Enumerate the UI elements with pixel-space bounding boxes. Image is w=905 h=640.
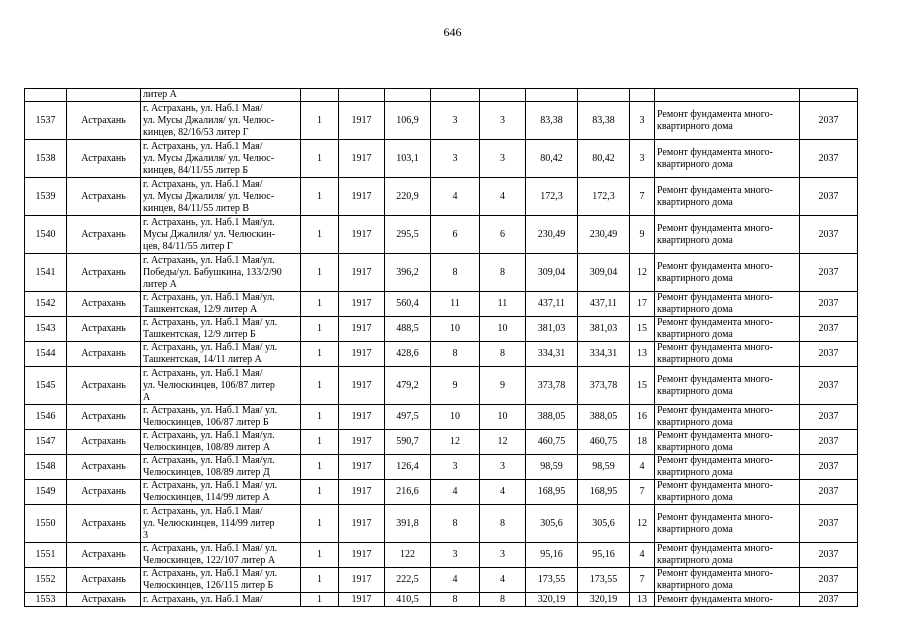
cell-count: 1 [301,292,339,317]
cell-city: Астрахань [67,568,141,593]
cell-cost-1: 388,05 [526,405,578,430]
cell-value-3: 4 [630,543,655,568]
cell-value-1: 10 [431,405,480,430]
cell-count: 1 [301,568,339,593]
cell-cost-2: 305,6 [578,505,630,543]
cell-value-3: 18 [630,430,655,455]
cell-end-year: 2037 [800,254,858,292]
cell-cost-1: 320,19 [526,593,578,607]
cell-num: 1541 [25,254,67,292]
cell-address: г. Астрахань, ул. Наб.1 Мая/ ул. Мусы Джалиля/ ул. Челюс- кинцев, 82/16/53 литер Г [141,102,301,140]
cell-work-type: Ремонт фундамента много- квартирного дома [655,342,800,367]
cell-value-1: 8 [431,593,480,607]
table-row [25,140,858,178]
table-row [25,568,858,593]
cell-num: 1537 [25,102,67,140]
cell-end-year: 2037 [800,140,858,178]
cell-end-year: 2037 [800,568,858,593]
cell-value-1: 4 [431,480,480,505]
cell-end-year: 2037 [800,317,858,342]
table-row [25,178,858,216]
cell-cost-2: 83,38 [578,102,630,140]
cell-area: 560,4 [385,292,431,317]
cell-num: 1551 [25,543,67,568]
cell-city: Астрахань [67,254,141,292]
cell-address: г. Астрахань, ул. Наб.1 Мая/ул. Челюскинцев, 108/89 литер Д [141,455,301,480]
cell-num: 1552 [25,568,67,593]
table-row [25,317,858,342]
cell-empty [630,89,655,102]
cell-cost-1: 305,6 [526,505,578,543]
cell-num: 1550 [25,505,67,543]
cell-address: г. Астрахань, ул. Наб.1 Мая/ул. Мусы Джалиля/ ул. Челюскин- цев, 84/11/55 литер Г [141,216,301,254]
cell-count: 1 [301,455,339,480]
cell-cost-2: 437,11 [578,292,630,317]
table-row [25,593,858,607]
table-row [25,367,858,405]
cell-year: 1917 [339,102,385,140]
cell-count: 1 [301,367,339,405]
cell-value-3: 17 [630,292,655,317]
cell-year: 1917 [339,568,385,593]
cell-value-2: 4 [480,568,526,593]
table-row [25,102,858,140]
cell-year: 1917 [339,292,385,317]
cell-cost-1: 80,42 [526,140,578,178]
table-row [25,430,858,455]
cell-city: Астрахань [67,102,141,140]
cell-cost-1: 334,31 [526,342,578,367]
table-row [25,292,858,317]
cell-year: 1917 [339,455,385,480]
cell-value-2: 10 [480,405,526,430]
cell-value-3: 3 [630,102,655,140]
cell-count: 1 [301,342,339,367]
cell-cost-1: 460,75 [526,430,578,455]
cell-value-3: 4 [630,455,655,480]
cell-address: г. Астрахань, ул. Наб.1 Мая/ ул. Мусы Джалиля/ ул. Челюс- кинцев, 84/11/55 литер Б [141,140,301,178]
table-row [25,342,858,367]
cell-value-2: 11 [480,292,526,317]
cell-area: 396,2 [385,254,431,292]
cell-end-year: 2037 [800,292,858,317]
cell-work-type: Ремонт фундамента много- квартирного дома [655,568,800,593]
cell-count: 1 [301,140,339,178]
cell-value-3: 13 [630,342,655,367]
cell-cost-1: 168,95 [526,480,578,505]
cell-cost-1: 83,38 [526,102,578,140]
cell-end-year: 2037 [800,178,858,216]
cell-value-1: 8 [431,505,480,543]
cell-cost-1: 172,3 [526,178,578,216]
cell-end-year: 2037 [800,342,858,367]
cell-empty [526,89,578,102]
cell-value-3: 12 [630,254,655,292]
cell-end-year: 2037 [800,480,858,505]
cell-cost-2: 320,19 [578,593,630,607]
cell-count: 1 [301,216,339,254]
cell-city: Астрахань [67,455,141,480]
cell-address: г. Астрахань, ул. Наб.1 Мая/ ул. Ташкентская, 14/11 литер А [141,342,301,367]
cell-city: Астрахань [67,140,141,178]
cell-cost-2: 172,3 [578,178,630,216]
cell-cost-2: 460,75 [578,430,630,455]
cell-address: г. Астрахань, ул. Наб.1 Мая/ ул. Челюскинцев, 114/99 литер А [141,480,301,505]
table-row [25,480,858,505]
cell-work-type: Ремонт фундамента много- квартирного дома [655,543,800,568]
cell-city [67,89,141,102]
cell-cost-2: 173,55 [578,568,630,593]
cell-cost-1: 230,49 [526,216,578,254]
cell-count: 1 [301,254,339,292]
cell-value-2: 10 [480,317,526,342]
cell-cost-2: 381,03 [578,317,630,342]
cell-cost-2: 334,31 [578,342,630,367]
cell-work-type: Ремонт фундамента много- квартирного дома [655,102,800,140]
page-number: 646 [443,25,462,39]
cell-work-type: Ремонт фундамента много- квартирного дома [655,216,800,254]
cell-value-1: 8 [431,342,480,367]
cell-count: 1 [301,480,339,505]
cell-value-1: 3 [431,543,480,568]
cell-area: 497,5 [385,405,431,430]
cell-year: 1917 [339,480,385,505]
cell-address: г. Астрахань, ул. Наб.1 Мая/ ул. Ташкентская, 12/9 литер Б [141,317,301,342]
cell-work-type: Ремонт фундамента много- квартирного дома [655,178,800,216]
table-row [25,505,858,543]
cell-city: Астрахань [67,505,141,543]
cell-city: Астрахань [67,292,141,317]
cell-city: Астрахань [67,480,141,505]
cell-address: г. Астрахань, ул. Наб.1 Мая/ ул. Челюскинцев, 126/115 литер Б [141,568,301,593]
cell-end-year: 2037 [800,455,858,480]
cell-work-type: Ремонт фундамента много- квартирного дома [655,405,800,430]
table-row [25,455,858,480]
cell-work-type: Ремонт фундамента много- квартирного дома [655,292,800,317]
cell-cost-1: 373,78 [526,367,578,405]
cell-value-3: 15 [630,317,655,342]
cell-area: 103,1 [385,140,431,178]
table-row [25,543,858,568]
cell-work-type: Ремонт фундамента много- квартирного дома [655,505,800,543]
cell-area: 590,7 [385,430,431,455]
cell-end-year: 2037 [800,593,858,607]
cell-count: 1 [301,543,339,568]
cell-value-1: 11 [431,292,480,317]
cell-year: 1917 [339,254,385,292]
cell-value-3: 15 [630,367,655,405]
cell-end-year: 2037 [800,430,858,455]
cell-cost-1: 381,03 [526,317,578,342]
cell-empty [655,89,800,102]
cell-work-type: Ремонт фундамента много- квартирного дома [655,254,800,292]
cell-count: 1 [301,405,339,430]
cell-value-3: 16 [630,405,655,430]
cell-value-1: 3 [431,455,480,480]
cell-cost-2: 98,59 [578,455,630,480]
cell-value-1: 4 [431,568,480,593]
cell-cost-1: 309,04 [526,254,578,292]
cell-value-1: 12 [431,430,480,455]
cell-end-year: 2037 [800,405,858,430]
cell-cost-2: 230,49 [578,216,630,254]
cell-work-type: Ремонт фундамента много- квартирного дома [655,480,800,505]
cell-value-2: 3 [480,140,526,178]
cell-cost-2: 80,42 [578,140,630,178]
cell-cost-2: 388,05 [578,405,630,430]
cell-city: Астрахань [67,317,141,342]
cell-count: 1 [301,102,339,140]
table-row-continued [25,89,858,102]
cell-value-1: 6 [431,216,480,254]
cell-cost-2: 95,16 [578,543,630,568]
cell-address: г. Астрахань, ул. Наб.1 Мая/ул. Ташкентская, 12/9 литер А [141,292,301,317]
cell-value-1: 10 [431,317,480,342]
table-row [25,216,858,254]
cell-area: 126,4 [385,455,431,480]
cell-empty [301,89,339,102]
cell-num [25,89,67,102]
cell-year: 1917 [339,216,385,254]
cell-year: 1917 [339,405,385,430]
cell-address: г. Астрахань, ул. Наб.1 Мая/ ул. Челюскинцев, 122/107 литер А [141,543,301,568]
cell-area: 479,2 [385,367,431,405]
cell-empty [480,89,526,102]
cell-address: г. Астрахань, ул. Наб.1 Мая/ ул. Мусы Джалиля/ ул. Челюс- кинцев, 84/11/55 литер В [141,178,301,216]
cell-count: 1 [301,430,339,455]
housing-register-table [24,88,858,607]
cell-value-1: 9 [431,367,480,405]
cell-area: 295,5 [385,216,431,254]
cell-end-year: 2037 [800,367,858,405]
cell-num: 1545 [25,367,67,405]
cell-work-type: Ремонт фундамента много- квартирного дома [655,430,800,455]
cell-end-year: 2037 [800,543,858,568]
cell-area: 488,5 [385,317,431,342]
cell-value-2: 8 [480,254,526,292]
cell-count: 1 [301,505,339,543]
cell-year: 1917 [339,505,385,543]
table-row [25,254,858,292]
cell-value-2: 6 [480,216,526,254]
cell-num: 1546 [25,405,67,430]
cell-cost-1: 437,11 [526,292,578,317]
cell-value-3: 7 [630,568,655,593]
cell-year: 1917 [339,543,385,568]
cell-year: 1917 [339,317,385,342]
cell-empty [800,89,858,102]
cell-value-3: 12 [630,505,655,543]
cell-value-2: 12 [480,430,526,455]
cell-city: Астрахань [67,430,141,455]
cell-value-2: 8 [480,342,526,367]
cell-address: литер А [141,89,301,102]
cell-address: г. Астрахань, ул. Наб.1 Мая/ул. Победы/ул. Бабушкина, 133/2/90 литер А [141,254,301,292]
cell-count: 1 [301,178,339,216]
cell-address: г. Астрахань, ул. Наб.1 Мая/ [141,593,301,607]
cell-year: 1917 [339,430,385,455]
cell-num: 1540 [25,216,67,254]
cell-cost-1: 173,55 [526,568,578,593]
cell-address: г. Астрахань, ул. Наб.1 Мая/ ул. Челюскинцев, 106/87 литер Б [141,405,301,430]
cell-area: 220,9 [385,178,431,216]
cell-value-1: 3 [431,102,480,140]
cell-cost-2: 309,04 [578,254,630,292]
cell-num: 1542 [25,292,67,317]
cell-value-2: 3 [480,455,526,480]
cell-value-3: 7 [630,178,655,216]
cell-value-3: 9 [630,216,655,254]
cell-cost-2: 373,78 [578,367,630,405]
cell-area: 122 [385,543,431,568]
cell-cost-1: 95,16 [526,543,578,568]
cell-end-year: 2037 [800,216,858,254]
cell-count: 1 [301,593,339,607]
cell-empty [578,89,630,102]
cell-value-2: 9 [480,367,526,405]
cell-address: г. Астрахань, ул. Наб.1 Мая/ ул. Челюскинцев, 106/87 литер А [141,367,301,405]
cell-work-type: Ремонт фундамента много- [655,593,800,607]
cell-year: 1917 [339,593,385,607]
cell-city: Астрахань [67,593,141,607]
cell-area: 391,8 [385,505,431,543]
cell-num: 1547 [25,430,67,455]
cell-end-year: 2037 [800,102,858,140]
cell-cost-1: 98,59 [526,455,578,480]
cell-address: г. Астрахань, ул. Наб.1 Мая/ ул. Челюскинцев, 114/99 литер 3 [141,505,301,543]
cell-empty [431,89,480,102]
cell-address: г. Астрахань, ул. Наб.1 Мая/ул. Челюскинцев, 108/89 литер А [141,430,301,455]
cell-work-type: Ремонт фундамента много- квартирного дома [655,455,800,480]
cell-num: 1544 [25,342,67,367]
cell-city: Астрахань [67,216,141,254]
cell-value-2: 8 [480,593,526,607]
cell-city: Астрахань [67,405,141,430]
cell-value-2: 3 [480,543,526,568]
cell-area: 428,6 [385,342,431,367]
cell-empty [385,89,431,102]
cell-value-3: 7 [630,480,655,505]
cell-end-year: 2037 [800,505,858,543]
cell-num: 1538 [25,140,67,178]
cell-value-3: 13 [630,593,655,607]
cell-area: 410,5 [385,593,431,607]
cell-value-2: 3 [480,102,526,140]
cell-value-3: 3 [630,140,655,178]
cell-num: 1543 [25,317,67,342]
cell-city: Астрахань [67,367,141,405]
cell-work-type: Ремонт фундамента много- квартирного дома [655,140,800,178]
cell-value-1: 4 [431,178,480,216]
cell-empty [339,89,385,102]
table-row [25,405,858,430]
cell-value-2: 4 [480,480,526,505]
cell-num: 1548 [25,455,67,480]
cell-num: 1549 [25,480,67,505]
cell-area: 222,5 [385,568,431,593]
cell-work-type: Ремонт фундамента много- квартирного дома [655,367,800,405]
cell-value-2: 4 [480,178,526,216]
cell-cost-2: 168,95 [578,480,630,505]
cell-city: Астрахань [67,178,141,216]
table-body [25,89,858,607]
cell-value-2: 8 [480,505,526,543]
cell-num: 1553 [25,593,67,607]
cell-num: 1539 [25,178,67,216]
cell-area: 216,6 [385,480,431,505]
cell-city: Астрахань [67,543,141,568]
cell-year: 1917 [339,342,385,367]
cell-count: 1 [301,317,339,342]
cell-year: 1917 [339,178,385,216]
cell-area: 106,9 [385,102,431,140]
cell-year: 1917 [339,367,385,405]
cell-value-1: 3 [431,140,480,178]
cell-city: Астрахань [67,342,141,367]
cell-value-1: 8 [431,254,480,292]
cell-year: 1917 [339,140,385,178]
cell-work-type: Ремонт фундамента много- квартирного дома [655,317,800,342]
